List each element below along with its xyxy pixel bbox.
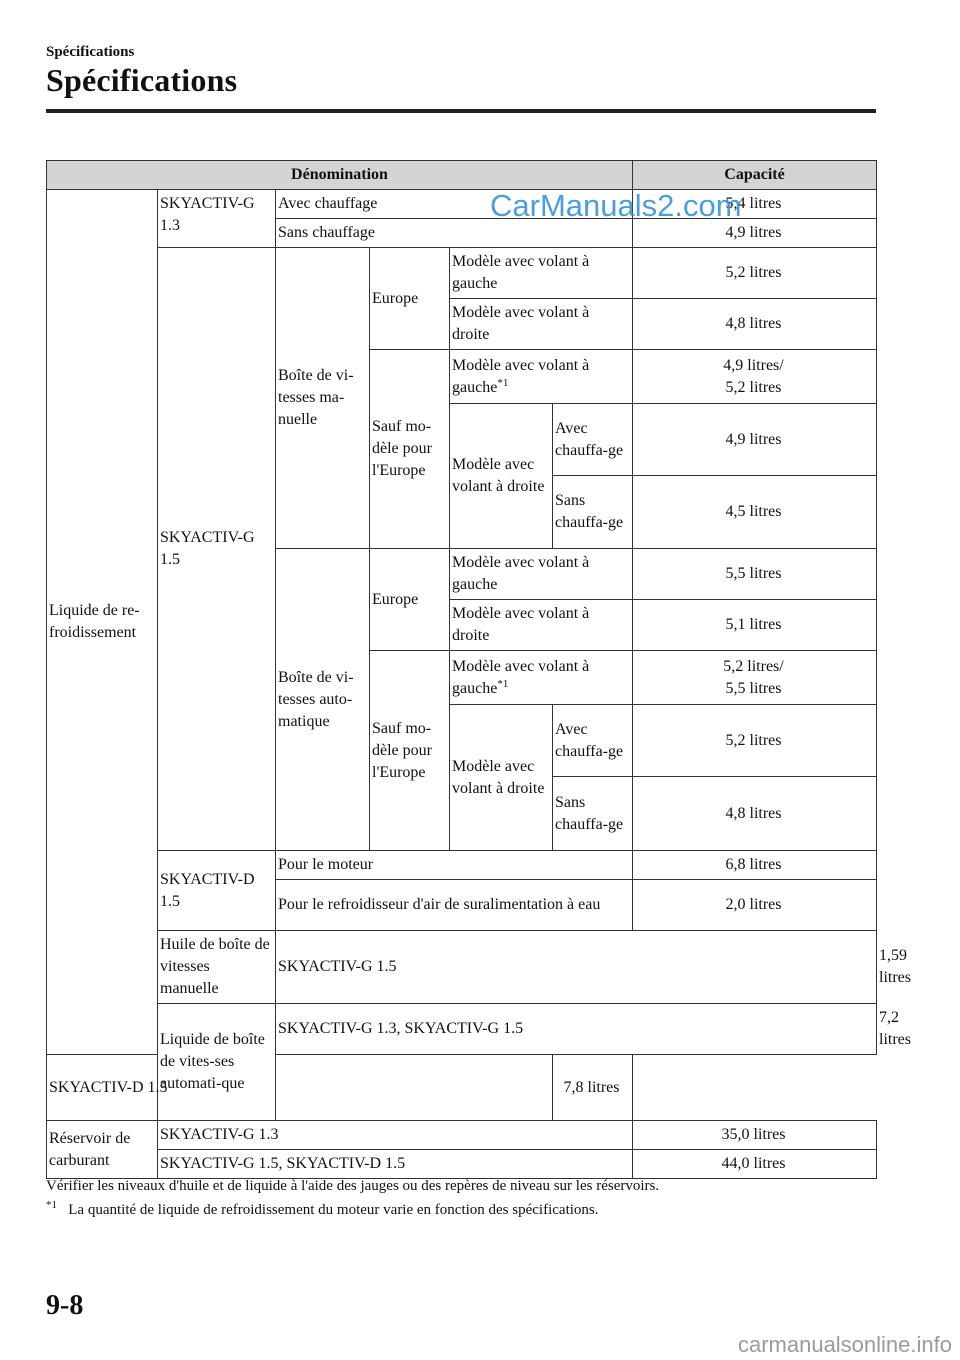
manual-eu-rhd-cap: 4,8 litres bbox=[633, 299, 877, 350]
auto-ne-lhd: Modèle avec volant à gauche$^{*1}$ bbox=[450, 651, 633, 705]
d15-intercooler-cap: 2,0 litres bbox=[633, 880, 877, 931]
table-row: Huile de boîte de vitesses manuelle SKYACTIV-G 1.5 1,59 litres bbox=[47, 931, 877, 1004]
capacity-table bbox=[46, 160, 911, 1179]
table-row: Liquide de boîte de vites-ses automati-que SKYACTIV-G 1.3, SKYACTIV-G 1.5 7,2 litres bbox=[47, 1004, 877, 1055]
auto-eu-rhd: Modèle avec volant à droite bbox=[450, 600, 633, 651]
auto-gearbox: Boîte de vi-tesses auto-matique bbox=[276, 549, 370, 851]
g13-without-heating: Sans chauffage bbox=[276, 219, 633, 248]
watermark-text: CarManuals2.com bbox=[490, 188, 742, 223]
g13-without-heating-cap: 4,9 litres bbox=[633, 219, 877, 248]
mt-oil-label: Huile de boîte de vitesses manuelle bbox=[158, 931, 276, 1004]
site-watermark: carmanualsonline.info bbox=[737, 1332, 952, 1357]
d15-engine-item: Pour le moteur bbox=[276, 851, 633, 880]
at-fluid-cap-2: 7,8 litres bbox=[553, 1055, 633, 1121]
section-label: Spécifications bbox=[46, 44, 135, 60]
fuel-tank-label: Réservoir de carburant bbox=[47, 1121, 158, 1179]
fuel-cap-2: 44,0 litres bbox=[633, 1150, 877, 1179]
column-header-capacity: Capacité bbox=[633, 161, 877, 190]
auto-eu-lhd-cap: 5,5 litres bbox=[633, 549, 877, 600]
engine-g15: SKYACTIV-G 1.5 bbox=[158, 248, 276, 851]
column-header-name: Dénomination bbox=[47, 161, 633, 190]
page-title: Spécifications bbox=[46, 62, 238, 98]
manual-with-heating-cap: 4,9 litres bbox=[633, 404, 877, 476]
fuel-engine-1: SKYACTIV-G 1.3 bbox=[158, 1121, 633, 1150]
d15-intercooler: Pour le refroidisseur d'air de suralimentation à eau bbox=[276, 880, 633, 931]
manual-without-heating: Sans chauffa-ge bbox=[553, 476, 633, 549]
footnote-ref: *1 bbox=[497, 677, 509, 690]
footnote-ref: *1 bbox=[497, 376, 509, 389]
notes bbox=[46, 1175, 886, 1221]
footnote: $^{*1}$ La quantité de liquide de refroidissement du moteur varie en fonction des spécifications. bbox=[46, 1199, 599, 1218]
manual-eu-rhd: Modèle avec volant à droite bbox=[450, 299, 633, 350]
mt-oil-engine: SKYACTIV-G 1.5 bbox=[276, 931, 877, 1004]
auto-non-europe: Sauf mo-dèle pour l'Europe bbox=[370, 651, 450, 851]
manual-eu-lhd-cap: 5,2 litres bbox=[633, 248, 877, 299]
table-row bbox=[47, 248, 877, 299]
d15-engine-cap: 6,8 litres bbox=[633, 851, 877, 880]
auto-eu-rhd-cap: 5,1 litres bbox=[633, 600, 877, 651]
manual-non-europe: Sauf mo-dèle pour l'Europe bbox=[370, 350, 450, 549]
manual-without-heating-cap: 4,5 litres bbox=[633, 476, 877, 549]
coolant-label: Liquide de re-froidissement bbox=[47, 190, 158, 1055]
fuel-cap-1: 35,0 litres bbox=[633, 1121, 877, 1150]
table-header-row bbox=[47, 161, 877, 190]
table-row bbox=[47, 1121, 877, 1150]
auto-europe: Europe bbox=[370, 549, 450, 651]
auto-ne-lhd-cap: 5,2 litres/ 5,5 litres bbox=[633, 651, 877, 705]
g13-with-heating-cap: 5,4 litres bbox=[633, 190, 877, 219]
auto-eu-lhd: Modèle avec volant à gauche bbox=[450, 549, 633, 600]
manual-ne-lhd-cap: 4,9 litres/ 5,2 litres bbox=[633, 350, 877, 404]
footnote-mark: *1 bbox=[46, 1199, 57, 1211]
table-row bbox=[47, 190, 877, 219]
manual-ne-rhd: Modèle avec volant à droite bbox=[450, 404, 553, 549]
auto-with-heating: Avec chauffa-ge bbox=[553, 705, 633, 777]
table-row bbox=[47, 851, 877, 880]
g13-with-heating: Avec chauffage bbox=[276, 190, 633, 219]
engine-g13: SKYACTIV-G 1.3 bbox=[158, 190, 276, 248]
auto-ne-rhd: Modèle avec volant à droite bbox=[450, 705, 553, 851]
manual-with-heating: Avec chauffa-ge bbox=[553, 404, 633, 476]
manual-ne-lhd: Modèle avec volant à gauche$^{*1}$ bbox=[450, 350, 633, 404]
engine-d15: SKYACTIV-D 1.5 bbox=[158, 851, 276, 931]
auto-without-heating-cap: 4,8 litres bbox=[633, 777, 877, 851]
check-note: Vérifier les niveaux d'huile et de liquide à l'aide des jauges ou des repères de niveau sur les réservoirs. bbox=[46, 1178, 660, 1194]
at-fluid-engine-2: SKYACTIV-D 1.5 bbox=[47, 1055, 553, 1121]
manual-gearbox: Boîte de vi-tesses ma-nuelle bbox=[276, 248, 370, 549]
auto-without-heating: Sans chauffa-ge bbox=[553, 777, 633, 851]
fuel-engine-2: SKYACTIV-G 1.5, SKYACTIV-D 1.5 bbox=[158, 1150, 633, 1179]
header-divider bbox=[46, 109, 876, 113]
at-fluid-engine-1: SKYACTIV-G 1.3, SKYACTIV-G 1.5 bbox=[276, 1004, 877, 1055]
page-number: 9-8 bbox=[46, 1290, 84, 1321]
auto-with-heating-cap: 5,2 litres bbox=[633, 705, 877, 777]
at-fluid-label: Liquide de boîte de vites-ses automati-que bbox=[158, 1004, 276, 1121]
manual-europe: Europe bbox=[370, 248, 450, 350]
manual-eu-lhd: Modèle avec volant à gauche bbox=[450, 248, 633, 299]
